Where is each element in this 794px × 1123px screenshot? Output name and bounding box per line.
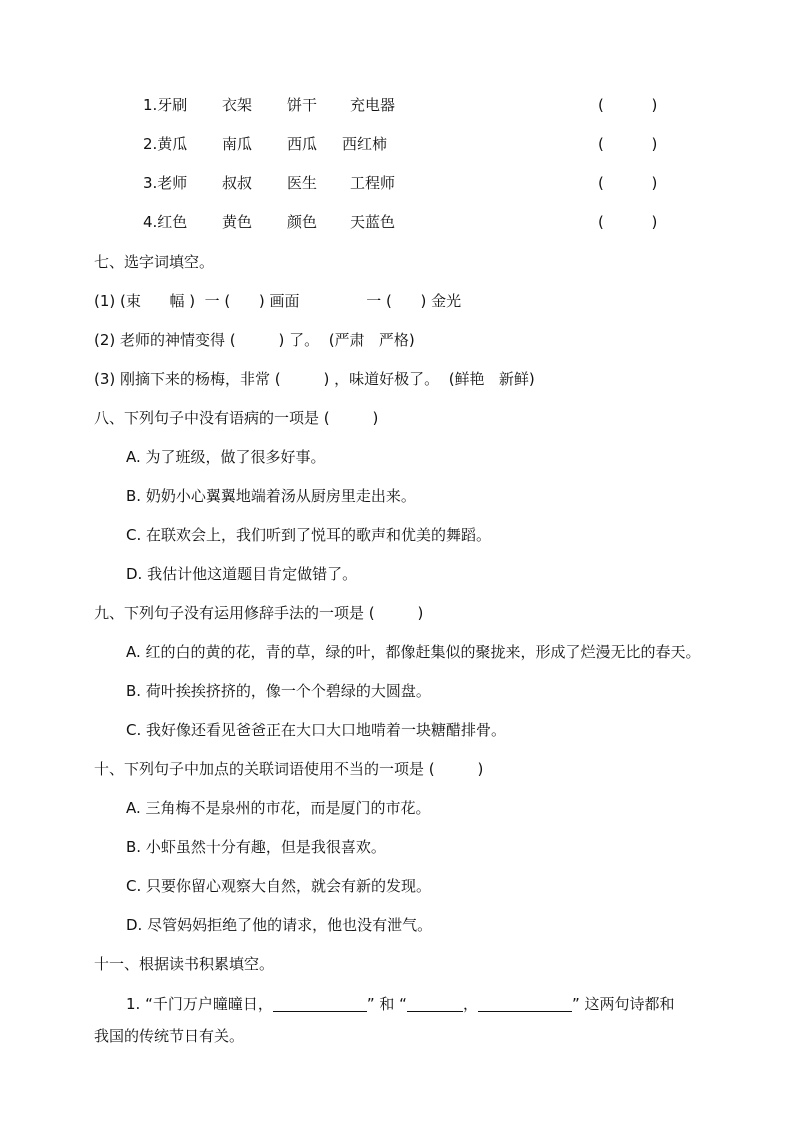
section-10-option-a[interactable]: A. 三角梅不是泉州的市花，而是厦门的市花。 <box>126 799 431 817</box>
section-11-heading: 十一、根据读书积累填空。 <box>94 955 275 973</box>
section-11-question-1-continued: 我国的传统节日有关。 <box>94 1027 245 1045</box>
section-9-option-c[interactable]: C. 我好像还看见爸爸正在大口大口地啃着一块糖醋排骨。 <box>126 721 507 739</box>
row-4-word-2: 颜色 <box>287 213 318 231</box>
row-3-word-1: 叔叔 <box>222 174 253 192</box>
section-8-heading: 八、下列句子中没有语病的一项是 ( ) <box>94 409 379 427</box>
row-2-word-2: 西瓜 <box>287 135 318 153</box>
section-10-option-b[interactable]: B. 小虾虽然十分有趣，但是我很喜欢。 <box>126 838 386 856</box>
row-2-number: 2.黄瓜 <box>143 135 188 153</box>
row-4-word-1: 黄色 <box>222 213 253 231</box>
row-1-answer-paren[interactable]: ( ) <box>598 96 658 114</box>
row-3-number: 3.老师 <box>143 174 188 192</box>
poem-connector: ” 和 “ <box>366 995 407 1013</box>
row-2-word-3: 西红柿 <box>342 135 388 153</box>
section-9-heading: 九、下列句子没有运用修辞手法的一项是 ( ) <box>94 604 424 622</box>
section-10-heading: 十、下列句子中加点的关联词语使用不当的一项是 ( ) <box>94 760 484 778</box>
fill-blank-1[interactable] <box>273 995 367 1012</box>
section-11-question-1 <box>126 994 675 1014</box>
section-7-heading: 七、选字词填空。 <box>94 253 215 271</box>
row-4-word-3: 天蓝色 <box>350 213 396 231</box>
row-4-answer-paren[interactable]: ( ) <box>598 213 658 231</box>
row-1-word-3: 充电器 <box>350 96 396 114</box>
section-8-option-d[interactable]: D. 我估计他这道题目肯定做错了。 <box>126 565 358 583</box>
row-1-word-2: 饼干 <box>287 96 318 114</box>
section-7-question-1: (1) (束 幅 ) 一 ( ) 画面 一 ( ) 金光 <box>94 292 462 310</box>
row-1-word-1: 衣架 <box>222 96 253 114</box>
fill-blank-2[interactable] <box>407 995 463 1012</box>
row-3-answer-paren[interactable]: ( ) <box>598 174 658 192</box>
section-9-option-b[interactable]: B. 荷叶挨挨挤挤的，像一个个碧绿的大圆盘。 <box>126 682 431 700</box>
section-9-option-a[interactable]: A. 红的白的黄的花，青的草，绿的叶，都像赶集似的聚拢来，形成了烂漫无比的春天。 <box>126 643 701 661</box>
poem-line-prefix: 1. “千门万户曈曈日， <box>126 995 273 1013</box>
section-8-option-b[interactable]: B. 奶奶小心翼翼地端着汤从厨房里走出来。 <box>126 487 416 505</box>
section-8-option-a[interactable]: A. 为了班级，做了很多好事。 <box>126 448 326 466</box>
row-3-word-2: 医生 <box>287 174 318 192</box>
section-10-option-c[interactable]: C. 只要你留心观察大自然，就会有新的发现。 <box>126 877 432 895</box>
row-2-answer-paren[interactable]: ( ) <box>598 135 658 153</box>
row-1-number: 1.牙刷 <box>143 96 188 114</box>
row-2-word-1: 南瓜 <box>222 135 253 153</box>
section-7-question-3: (3) 刚摘下来的杨梅，非常 ( ) ，味道好极了。 (鲜艳 新鲜) <box>94 370 535 388</box>
poem-comma: ， <box>462 995 478 1013</box>
fill-blank-3[interactable] <box>478 995 572 1012</box>
section-8-option-c[interactable]: C. 在联欢会上，我们听到了悦耳的歌声和优美的舞蹈。 <box>126 526 492 544</box>
section-10-option-d[interactable]: D. 尽管妈妈拒绝了他的请求，他也没有泄气。 <box>126 916 433 934</box>
row-4-number: 4.红色 <box>143 213 188 231</box>
row-3-word-3: 工程师 <box>350 174 396 192</box>
section-7-question-2: (2) 老师的神情变得 ( ) 了。 (严肃 严格) <box>94 331 415 349</box>
poem-line-suffix: ” 这两句诗都和 <box>571 995 675 1013</box>
